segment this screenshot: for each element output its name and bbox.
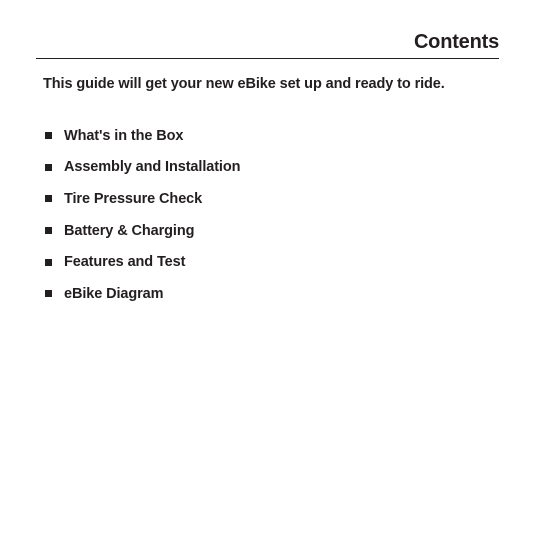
toc-item-assembly-and-installation[interactable] [45,152,240,184]
square-bullet-icon [45,259,52,266]
square-bullet-icon [45,195,52,202]
toc-item-label: What's in the Box [64,127,184,144]
intro-text: This guide will get your new eBike set up and ready to ride. [43,76,445,92]
toc-item-tire-pressure-check[interactable] [45,183,240,215]
toc-item-whats-in-the-box[interactable] [45,120,240,152]
toc-item-label: Assembly and Installation [64,159,241,176]
square-bullet-icon [45,227,52,234]
toc-item-features-and-test[interactable] [45,246,240,278]
toc-item-label: Battery & Charging [64,222,195,239]
table-of-contents [45,120,240,310]
square-bullet-icon [45,290,52,297]
toc-item-label: Tire Pressure Check [64,190,203,207]
title-divider [36,58,499,59]
page-title: Contents [413,31,499,53]
toc-item-ebike-diagram[interactable] [45,278,240,310]
square-bullet-icon [45,132,52,139]
toc-item-battery-and-charging[interactable] [45,215,240,247]
toc-item-label: Features and Test [64,254,186,271]
toc-item-label: eBike Diagram [64,285,164,302]
square-bullet-icon [45,164,52,171]
